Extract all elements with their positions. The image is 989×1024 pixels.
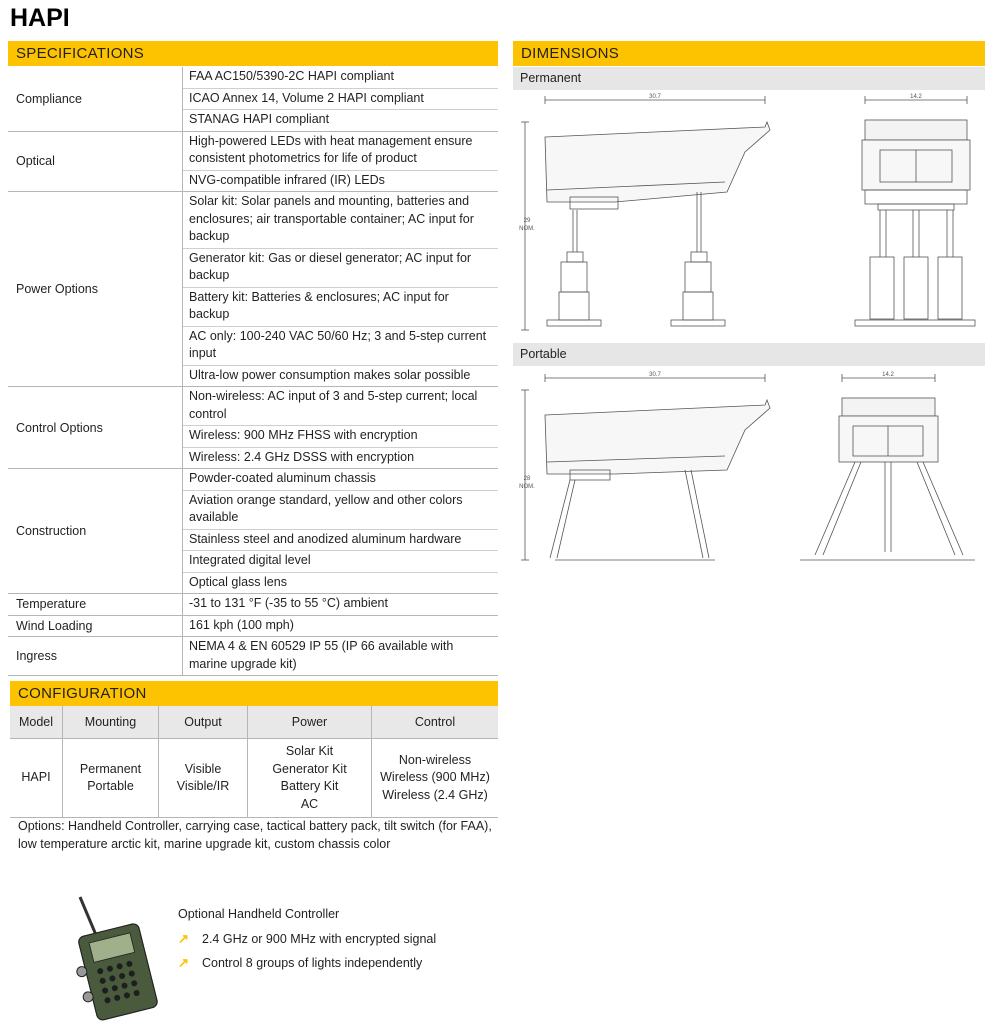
portable-front-dim: 14.2	[882, 372, 894, 378]
spec-group	[8, 616, 498, 638]
arrow-icon: ↗	[178, 931, 189, 946]
spec-values	[183, 132, 498, 192]
permanent-height-unit: NOM.	[519, 226, 535, 232]
permanent-front-dim: 14.2	[910, 94, 922, 100]
config-col-control: Control	[372, 706, 499, 739]
configuration-table	[10, 706, 498, 818]
spec-value: NVG-compatible infrared (IR) LEDs	[189, 172, 385, 187]
spec-group	[8, 132, 498, 193]
spec-value: Integrated digital level	[183, 551, 498, 573]
config-output	[159, 739, 248, 818]
spec-value: Wireless: 900 MHz FHSS with encryption	[183, 426, 498, 448]
config-col-output: Output	[159, 706, 248, 739]
handheld-bullet	[178, 955, 422, 971]
spec-label: Construction	[8, 469, 183, 593]
handheld-bullet-text: 2.4 GHz or 900 MHz with encrypted signal	[202, 932, 437, 946]
config-control	[372, 739, 499, 818]
handheld-controller-image	[72, 893, 162, 1021]
config-power-item: Solar Kit	[285, 744, 334, 758]
spec-value: Solar kit: Solar panels and mounting, batteries and enclosures; air transportable container; AC input for backup	[183, 192, 498, 249]
config-mounting	[63, 739, 159, 818]
specifications-table	[8, 67, 498, 676]
config-mounting-item: Portable	[87, 779, 134, 793]
configuration-heading: CONFIGURATION	[10, 681, 498, 706]
portable-height-unit: NOM.	[519, 484, 535, 490]
spec-value: Powder-coated aluminum chassis	[183, 469, 498, 491]
spec-value: Wireless: 2.4 GHz DSSS with encryption	[189, 449, 415, 464]
page-title: HAPI	[10, 4, 70, 32]
config-output-item: Visible/IR	[176, 779, 230, 793]
spec-value: Aviation orange standard, yellow and other colors available	[183, 491, 498, 530]
config-control-item: Non-wireless	[398, 752, 472, 767]
permanent-height-dim: 29	[523, 218, 531, 224]
permanent-front-drawing	[850, 92, 980, 337]
spec-value: Ultra-low power consumption makes solar possible	[189, 367, 471, 382]
dimensions-permanent-label: Permanent	[513, 67, 985, 90]
spec-values	[183, 67, 498, 131]
config-power-item: Generator Kit	[272, 761, 347, 776]
spec-value: 161 kph (100 mph)	[189, 617, 294, 632]
portable-width-dim: 30.7	[649, 372, 661, 378]
specifications-heading: SPECIFICATIONS	[8, 41, 498, 66]
spec-values	[183, 637, 498, 675]
spec-label: Optical	[8, 132, 183, 192]
spec-label: Control Options	[8, 387, 183, 468]
spec-value: Battery kit: Batteries & enclosures; AC input for backup	[183, 288, 498, 327]
spec-value: Non-wireless: AC input of 3 and 5-step current; local control	[183, 387, 498, 426]
spec-value: FAA AC150/5390-2C HAPI compliant	[183, 67, 498, 89]
spec-value: -31 to 131 °F (-35 to 55 °C) ambient	[189, 596, 388, 610]
handheld-title: Optional Handheld Controller	[178, 907, 340, 921]
arrow-icon: ↗	[178, 955, 189, 970]
spec-label: Compliance	[8, 67, 183, 131]
portable-height-dim: 28	[523, 476, 531, 482]
spec-group	[8, 67, 498, 132]
config-col-model: Model	[10, 706, 63, 739]
portable-side-drawing	[515, 370, 775, 570]
options-text: Options: Handheld Controller, carrying case, tactical battery pack, tilt switch (for FAA), low temperature arctic kit, marine upgrade kit, custom chassis color	[18, 819, 492, 851]
permanent-width-dim: 30.7	[649, 94, 661, 100]
spec-value: AC only: 100-240 VAC 50/60 Hz; 3 and 5-step current input	[183, 327, 498, 366]
spec-values	[183, 616, 498, 637]
spec-values	[183, 469, 498, 593]
spec-value: STANAG HAPI compliant	[189, 112, 330, 126]
spec-label: Ingress	[8, 637, 183, 675]
handheld-bullet-text: Control 8 groups of lights independently	[202, 956, 423, 970]
spec-group	[8, 469, 498, 594]
spec-value: High-powered LEDs with heat management ensure consistent photometrics for life of product	[183, 132, 498, 171]
spec-value: Optical glass lens	[189, 574, 287, 589]
spec-group	[8, 637, 498, 676]
spec-value: Stainless steel and anodized aluminum hardware	[183, 530, 498, 552]
portable-front-drawing	[795, 370, 980, 570]
config-model: HAPI	[10, 739, 63, 818]
spec-value: NEMA 4 & EN 60529 IP 55 (IP 66 available with marine upgrade kit)	[189, 639, 454, 671]
spec-label: Wind Loading	[8, 616, 183, 637]
spec-values	[183, 594, 498, 615]
handheld-bullet	[178, 931, 436, 947]
config-mounting-item: Permanent	[79, 761, 142, 776]
permanent-side-drawing	[515, 92, 775, 337]
spec-values	[183, 387, 498, 468]
spec-group	[8, 594, 498, 616]
spec-group	[8, 192, 498, 387]
spec-values	[183, 192, 498, 386]
config-power-item: Battery Kit	[280, 779, 339, 793]
dimensions-portable-label: Portable	[513, 343, 985, 366]
config-control-item: Wireless (2.4 GHz)	[382, 787, 488, 802]
config-output-item: Visible	[184, 761, 222, 776]
spec-label: Temperature	[8, 594, 183, 615]
spec-label: Power Options	[8, 192, 183, 386]
spec-value: Generator kit: Gas or diesel generator; AC input for backup	[183, 249, 498, 288]
table-row	[10, 739, 498, 818]
spec-group	[8, 387, 498, 469]
config-col-mounting: Mounting	[63, 706, 159, 739]
dimensions-heading: DIMENSIONS	[513, 41, 985, 66]
config-col-power: Power	[248, 706, 372, 739]
config-control-item: Wireless (900 MHz)	[380, 770, 490, 785]
spec-value: ICAO Annex 14, Volume 2 HAPI compliant	[183, 89, 498, 111]
config-power	[248, 739, 372, 818]
config-power-item: AC	[300, 796, 319, 811]
